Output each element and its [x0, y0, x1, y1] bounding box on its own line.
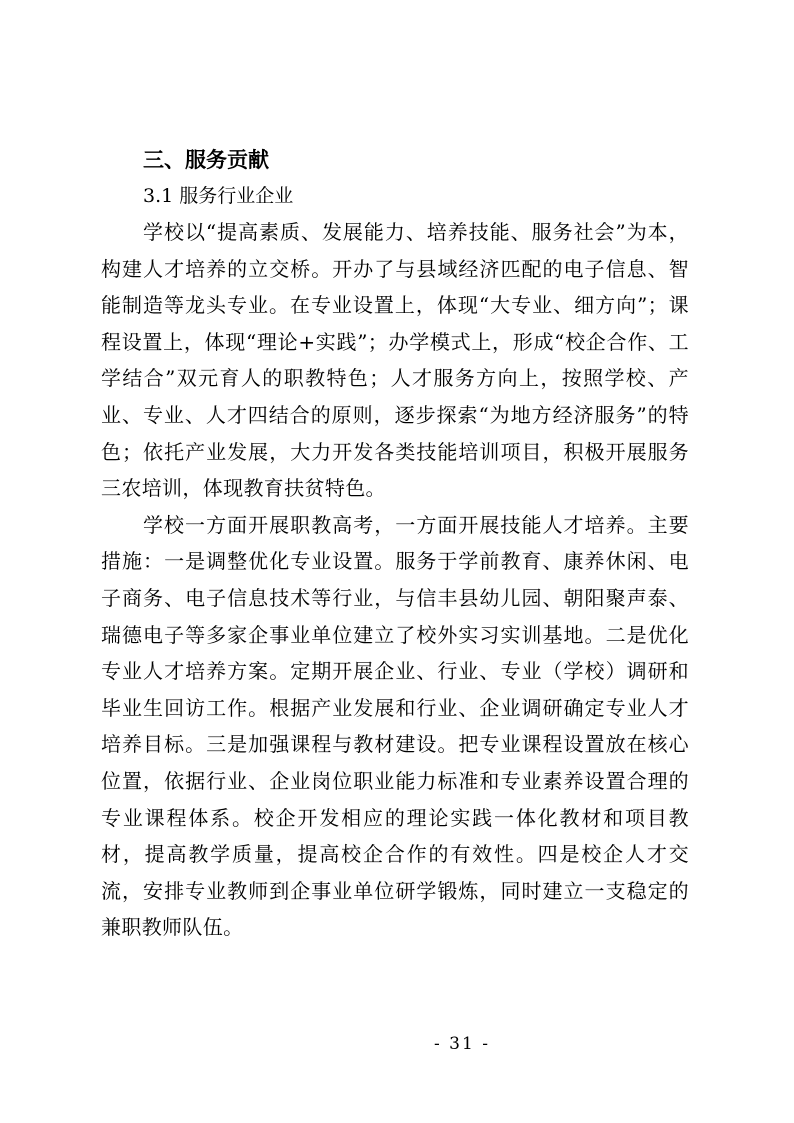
document-body [101, 142, 689, 946]
subsection-heading: 3.1 服务行业企业 [143, 185, 294, 207]
section-heading: 三、服务贡献 [143, 148, 269, 172]
paragraph-1: 学校以“提高素质、发展能力、培养技能、服务社会”为本，构建人才培养的立交桥。开办了与县域经济匹配的电子信息、智能制造等龙头专业。在专业设置上，体现“大专业、细方向”；课程设置上，体现“理论+实践”；办学模式上，形成“校企合作、工学结合”双元育人的职教特色；人才服务方向上，按照学校、产业、专业、人才四结合的原则，逐步探索“为地方经济服务”的特色；依托产业发展，大力开发各类技能培训项目，积极开展服务三农培训，体现教育扶贫特色。 [101, 220, 689, 501]
paragraph-2: 学校一方面开展职教高考，一方面开展技能人才培养。主要措施：一是调整优化专业设置。服务于学前教育、康养休闲、电子商务、电子信息技术等行业，与信丰县幼儿园、朝阳聚声泰、瑞德电子等多家企事业单位建立了校外实习实训基地。二是优化专业人才培养方案。定期开展企业、行业、专业（学校）调研和毕业生回访工作。根据产业发展和行业、企业调研确定专业人才培养目标。三是加强课程与教材建设。把专业课程设置放在核心位置，依据行业、企业岗位职业能力标准和专业素养设置合理的专业课程体系。校企开发相应的理论实践一体化教材和项目教材，提高教学质量，提高校企合作的有效性。四是校企人才交流，安排专业教师到企事业单位研学锻炼，同时建立一支稳定的兼职教师队伍。 [101, 512, 689, 940]
page-number: - 31 - [434, 1034, 490, 1054]
